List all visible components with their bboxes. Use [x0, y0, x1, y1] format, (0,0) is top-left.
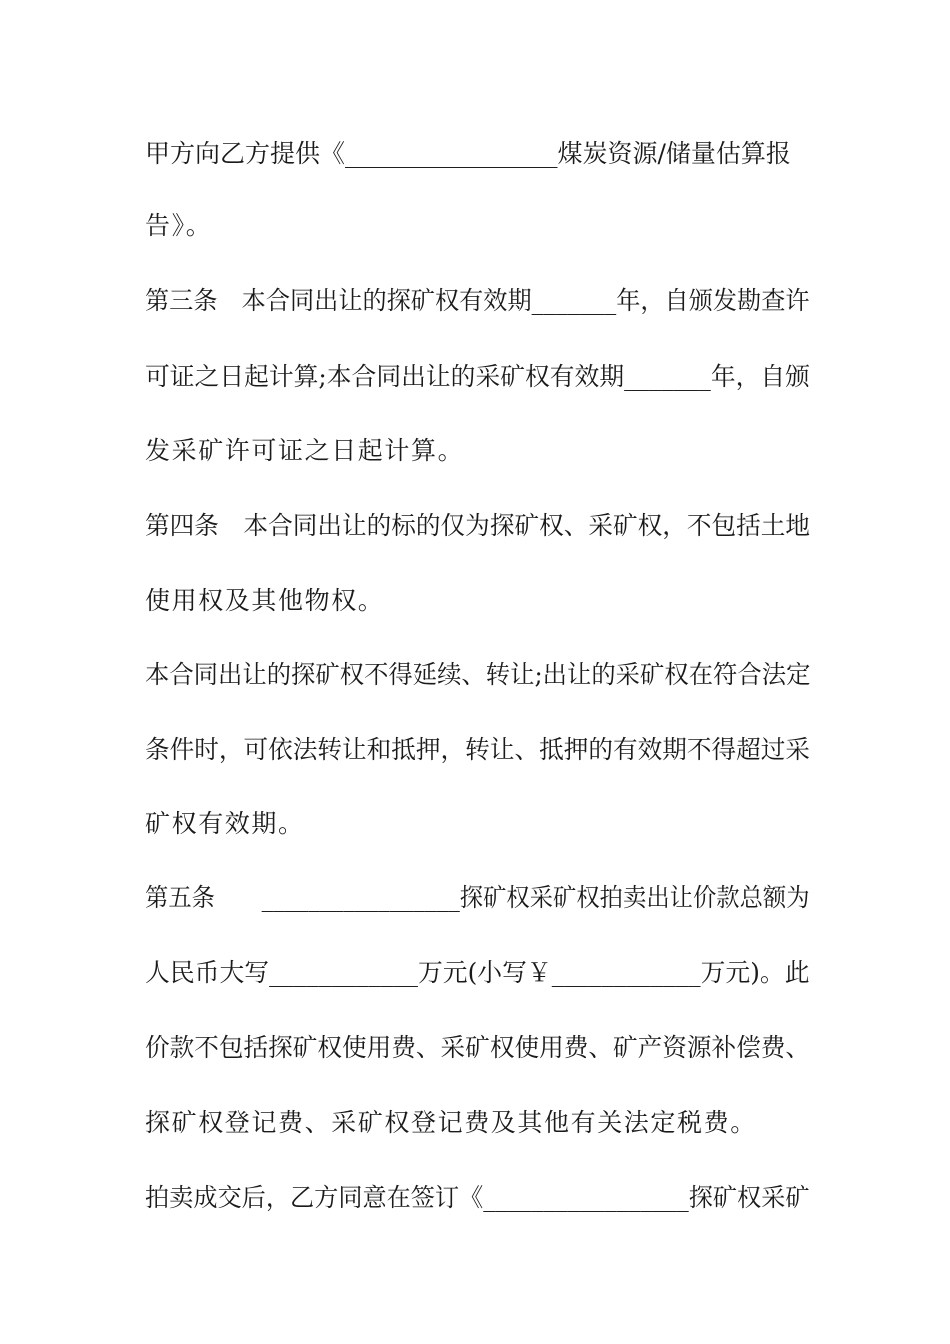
- text-line: 告》。: [145, 211, 213, 240]
- text-line: 条件时，可依法转让和抵押，转让、抵押的有效期不得超过采: [145, 735, 811, 764]
- text-line: 拍卖成交后，乙方同意在签订《_________________探矿权采矿: [145, 1183, 810, 1212]
- text-line: 人民币大写____________万元(小写￥____________万元)。此: [145, 958, 810, 987]
- text-line: 本合同出让的探矿权不得延续、转让;出让的采矿权在符合法定: [145, 660, 811, 689]
- text-line: 发采矿许可证之日起计算。: [145, 436, 465, 465]
- text-line: 使用权及其他物权。: [145, 586, 385, 615]
- article-3-line: 第三条 本合同出让的探矿权有效期_______年，自颁发勘查许: [145, 286, 810, 315]
- text-line: 可证之日起计算;本合同出让的采矿权有效期_______年，自颁: [145, 362, 810, 391]
- text-line: 探矿权登记费、采矿权登记费及其他有关法定税费。: [145, 1108, 757, 1137]
- article-4-line: 第四条 本合同出让的标的仅为探矿权、采矿权，不包括土地: [145, 511, 811, 540]
- text-line: 甲方向乙方提供《_________________煤炭资源/储量估算报: [145, 139, 791, 168]
- text-line: 矿权有效期。: [145, 809, 305, 838]
- article-5-line: 第五条 _________________探矿权采矿权拍卖出让价款总额为: [145, 883, 810, 912]
- text-line: 价款不包括探矿权使用费、采矿权使用费、矿产资源补偿费、: [145, 1033, 811, 1062]
